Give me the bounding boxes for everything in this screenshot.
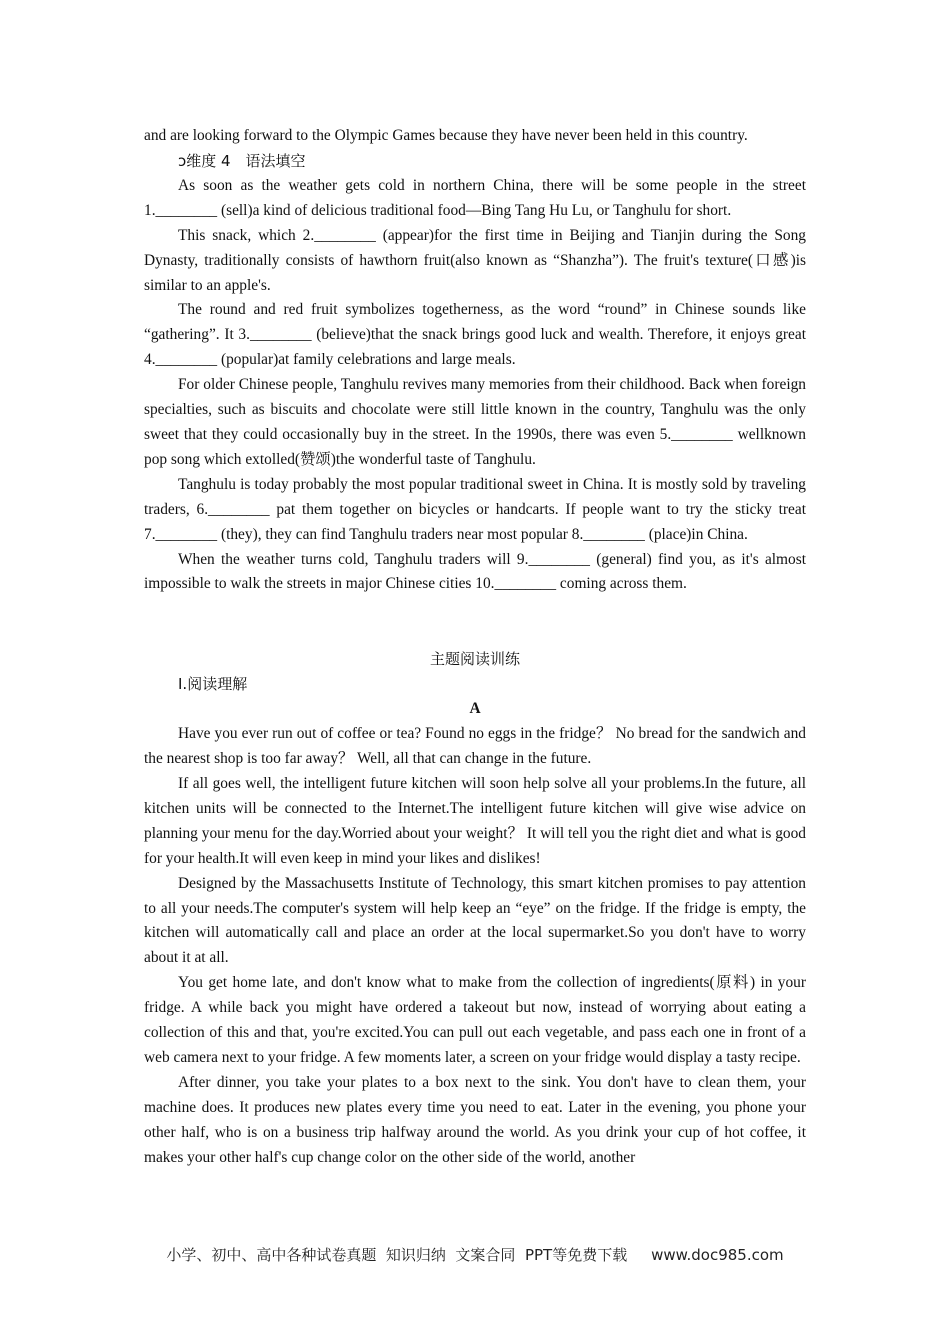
continuation-line: and are looking forward to the Olympic Games because they have never been held in this country. <box>144 127 748 144</box>
page-footer: 小学、初中、高中各种试卷真题 知识归纳 文案合同 PPT等免费下载 www.doc985.com <box>166 1246 784 1264</box>
grammar-paragraph-4: For older Chinese people, Tanghulu revives many memories from their childhood. Back when foreign specialties, such as biscuits and chocolate were still little known in the country, Tanghulu was the only sweet that they could occasionally buy in the street. In the 1990s, there was even 5.________ wellknown pop song which extolled(赞颂)the wonderful taste of Tanghulu. <box>144 376 806 468</box>
grammar-fill-heading: ↄ维度 4 语法填空 <box>178 151 306 170</box>
document-page <box>144 124 806 1171</box>
grammar-paragraph-6: When the weather turns cold, Tanghulu traders will 9.________ (general) find you, as it's almost impossible to walk the streets in major Chinese cities 10.________ coming across them. <box>144 550 806 593</box>
grammar-paragraph-2: This snack, which 2.________ (appear)for the first time in Beijing and Tianjin during the Song Dynasty, traditionally consists of hawthorn fruit(also known as “Shanzha”). The fruit's texture(口感)is similar to an apple's. <box>144 226 806 294</box>
section-spacer <box>144 597 806 647</box>
grammar-paragraph-1: As soon as the weather gets cold in northern China, there will be some people in the street 1.________ (sell)a kind of delicious traditional food—Bing Tang Hu Lu, or Tanghulu for short. <box>144 176 806 219</box>
reading-paragraph-3: Designed by the Massachusetts Institute of Technology, this smart kitchen promises to pay attention to all your needs.The computer's system will help keep an “eye” on the fridge. If the fridge is empty, the kitchen will automatically call and place an order at the local supermarket.So you don't have to worry about it at all. <box>144 874 806 967</box>
reading-paragraph-5: After dinner, you take your plates to a box next to the sink. You don't have to clean them, your machine does. It produces new plates every time you need to eat. Later in the evening, you phone your other half, who is on a business trip halfway around the world. As you drink your cup of hot coffee, it makes your other half's cup change color on the other side of the world, another <box>144 1073 806 1166</box>
reading-paragraph-1: Have you ever run out of coffee or tea? Found no eggs in the fridge？ No bread for the sandwich and the nearest shop is too far away？ Well, all that can change in the future. <box>144 725 806 768</box>
reading-paragraph-4: You get home late, and don't know what to make from the collection of ingredients(原料) in your fridge. A while back you might have ordered a takeout but now, instead of worrying about eating a collection of this and that, you're excited.You can pull out each vegetable, and pass each one in front of a web camera next to your fridge. A few moments later, a screen on your fridge would display a tasty recipe. <box>144 974 806 1066</box>
grammar-paragraph-3: The round and red fruit symbolizes togetherness, as the word “round” in Chinese sounds like “gathering”. It 3.________ (believe)that the snack brings good luck and wealth. Therefore, it enjoys great 4.________ (popular)at family celebrations and large meals. <box>144 301 806 369</box>
grammar-paragraph-5: Tanghulu is today probably the most popular traditional sweet in China. It is mostly sold by traveling traders, 6.________ pat them together on bicycles or handcarts. If people want to try the sticky treat 7.________ (they), they can find Tanghulu traders near most popular 8.________ (place)in China. <box>144 475 806 543</box>
reading-part-heading: Ⅰ.阅读理解 <box>178 675 248 694</box>
reading-paragraph-2: If all goes well, the intelligent future kitchen will soon help solve all your problems.In the future, all kitchen units will be connected to the Internet.The intelligent future kitchen will give wise advice on planning your menu for the day.Worried about your weight？ It will tell you the right diet and what is good for your health.It will even keep in mind your likes and dislikes! <box>144 775 806 867</box>
passage-label: A <box>469 700 481 718</box>
section-title: 主题阅读训练 <box>429 650 520 669</box>
